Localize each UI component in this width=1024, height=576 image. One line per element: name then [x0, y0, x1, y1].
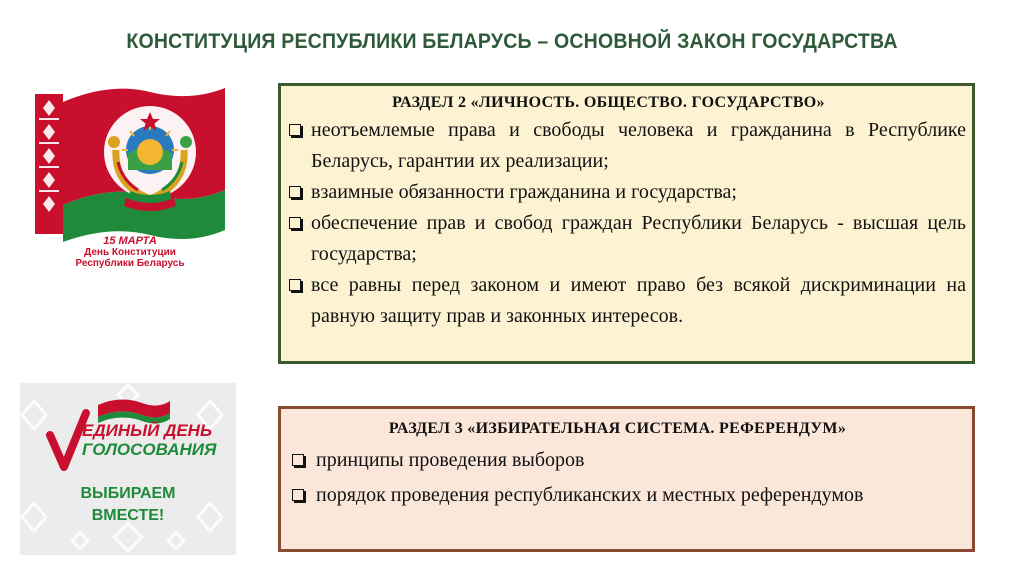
caption-line-1: День Конституции [84, 247, 176, 258]
checkbox-bullet-icon [289, 186, 301, 198]
section-3-list [289, 443, 964, 513]
ornament-background [20, 383, 236, 555]
voting-day-logo [20, 383, 236, 555]
checkbox-bullet-icon [292, 454, 304, 466]
checkbox-bullet-icon [292, 489, 304, 501]
caption-date: 15 МАРТА [103, 235, 157, 247]
list-item: неотъемлемые права и свободы человека и гражданина в Республике Беларусь, гарантии их реализации; [289, 115, 966, 177]
section-3-box [278, 406, 975, 552]
list-item: принципы проведения выборов [289, 443, 964, 478]
voting-day-title [82, 421, 216, 459]
list-item: обеспечение прав и свобод граждан Республики Беларусь - высшая цель государства; [289, 208, 966, 270]
section-2-box [278, 83, 975, 364]
section-2-list [289, 115, 966, 332]
section-3-heading: РАЗДЕЛ 3 «ИЗБИРАТЕЛЬНАЯ СИСТЕМА. РЕФЕРЕНДУМ» [388, 420, 847, 437]
slide-title: КОНСТИТУЦИЯ РЕСПУБЛИКИ БЕЛАРУСЬ – ОСНОВНОЙ ЗАКОН ГОСУДАРСТВА [126, 30, 898, 53]
list-item: порядок проведения республиканских и местных референдумов [289, 478, 964, 513]
checkbox-bullet-icon [289, 279, 301, 291]
list-item: все равны перед законом и имеют право без всякой дискриминации на равную защиту прав и законных интересов. [289, 270, 966, 332]
voting-title-line-2: ГОЛОСОВАНИЯ [82, 440, 217, 459]
voting-slogan-line-1: ВЫБИРАЕМ [80, 485, 176, 502]
caption-line-2: Республики Беларусь [75, 258, 185, 269]
voting-slogan [20, 483, 236, 527]
list-item: взаимные обязанности гражданина и государства; [289, 177, 966, 208]
voting-title-line-1: ЕДИНЫЙ ДЕНЬ [82, 421, 212, 440]
constitution-day-caption [55, 236, 205, 269]
section-2-heading: РАЗДЕЛ 2 «ЛИЧНОСТЬ. ОБЩЕСТВО. ГОСУДАРСТВО» [392, 94, 825, 111]
checkbox-bullet-icon [289, 124, 301, 136]
checkbox-bullet-icon [289, 217, 301, 229]
voting-slogan-line-2: ВМЕСТЕ! [91, 507, 165, 524]
